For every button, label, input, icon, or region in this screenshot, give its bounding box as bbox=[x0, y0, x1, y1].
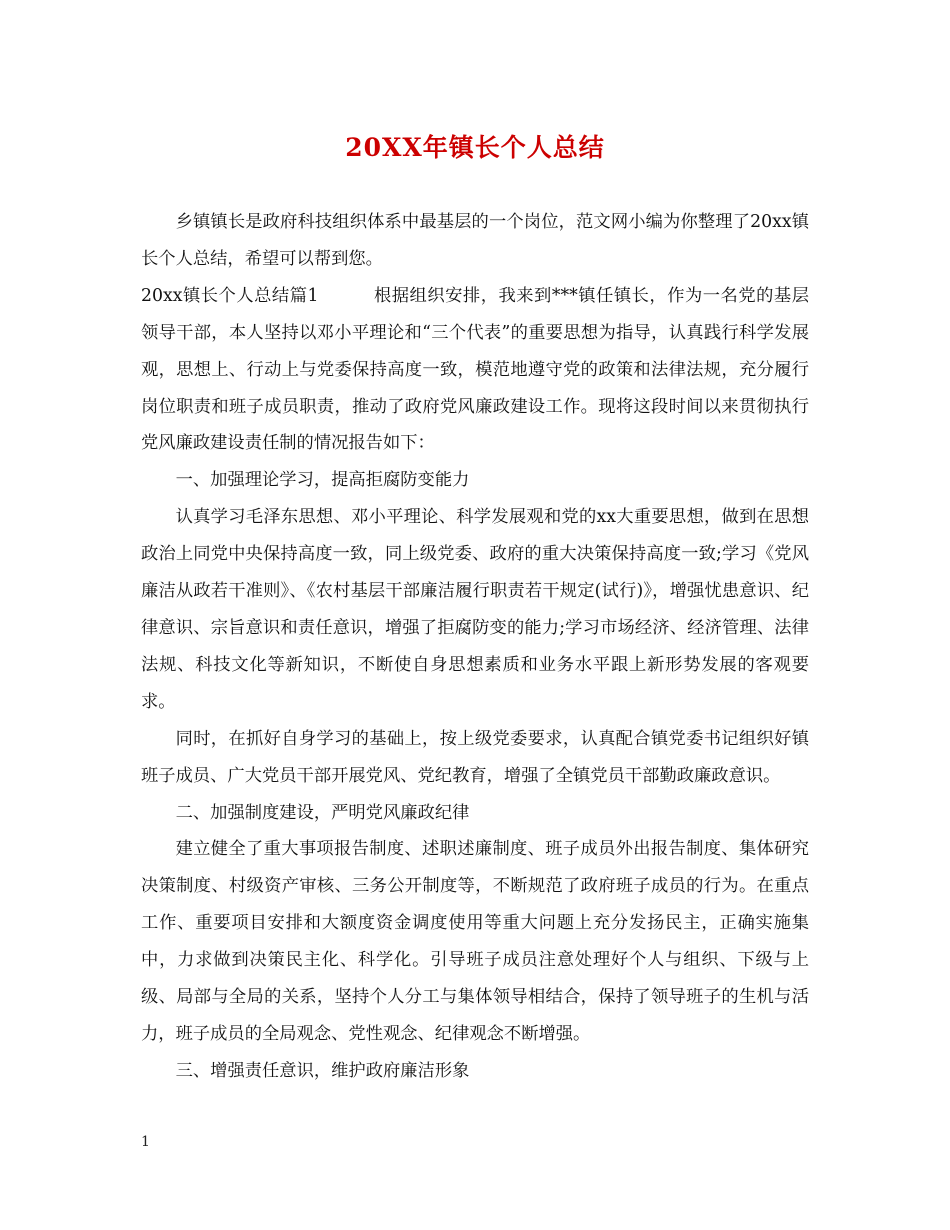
document-body bbox=[141, 204, 809, 1090]
paragraph-two: 同时，在抓好自身学习的基础上，按上级党委要求，认真配合镇党委书记组织好镇班子成员、广大党员干部开展党风、党纪教育，增强了全镇党员干部勤政廉政意识。 bbox=[141, 728, 809, 786]
intro-paragraph: 乡镇镇长是政府科技组织体系中最基层的一个岗位，范文网小编为你整理了20xx镇长个人总结，希望可以帮到您。 bbox=[141, 212, 809, 269]
paragraph-one: 认真学习毛泽东思想、邓小平理论、科学发展观和党的xx大重要思想，做到在思想政治上同党中央保持高度一致，同上级党委、政府的重大决策保持高度一致;学习《党风廉洁从政若干准则》、《农村基层干部廉洁履行职责若干规定(试行)》，增强忧患意识、纪律意识、宗旨意识和责任意识，增强了拒腐防变的能力;学习市场经济、经济管理、法律法规、科技文化等新知识，不断使自身思想素质和业务水平跟上新形势发展的客观要求。 bbox=[141, 507, 809, 712]
opening-text: 根据组织安排，我来到***镇任镇长，作为一名党的基层领导干部，本人坚持以邓小平理论和“三个代表”的重要思想为指导，认真践行科学发展观，思想上、行动上与党委保持高度一致，模范地遵守党的政策和法律法规，充分履行岗位职责和班子成员职责，推动了政府党风廉政建设工作。现将这段时间以来贯彻执行党风廉政建设责任制的情况报告如下： bbox=[141, 285, 809, 454]
section-paragraph bbox=[141, 278, 809, 463]
heading-two: 二、加强制度建设，严明党风廉政纪律 bbox=[175, 802, 470, 823]
document-title: 20XX年镇长个人总结 bbox=[345, 133, 605, 162]
heading-one: 一、加强理论学习，提高拒腐防变能力 bbox=[175, 470, 470, 491]
heading-three: 三、增强责任意识，维护政府廉洁形象 bbox=[175, 1060, 470, 1081]
page-number: 1 bbox=[141, 1134, 150, 1150]
paragraph-three: 建立健全了重大事项报告制度、述职述廉制度、班子成员外出报告制度、集体研究决策制度、村级资产审核、三务公开制度等，不断规范了政府班子成员的行为。在重点工作、重要项目安排和大额度资金调度使用等重大问题上充分发扬民主，正确实施集中，力求做到决策民主化、科学化。引导班子成员注意处理好个人与组织、下级与上级、局部与全局的关系，坚持个人分工与集体领导相结合，保持了领导班子的生机与活力，班子成员的全局观念、党性观念、纪律观念不断增强。 bbox=[141, 839, 809, 1044]
section-label: 20xx镇长个人总结篇1 bbox=[141, 285, 319, 306]
